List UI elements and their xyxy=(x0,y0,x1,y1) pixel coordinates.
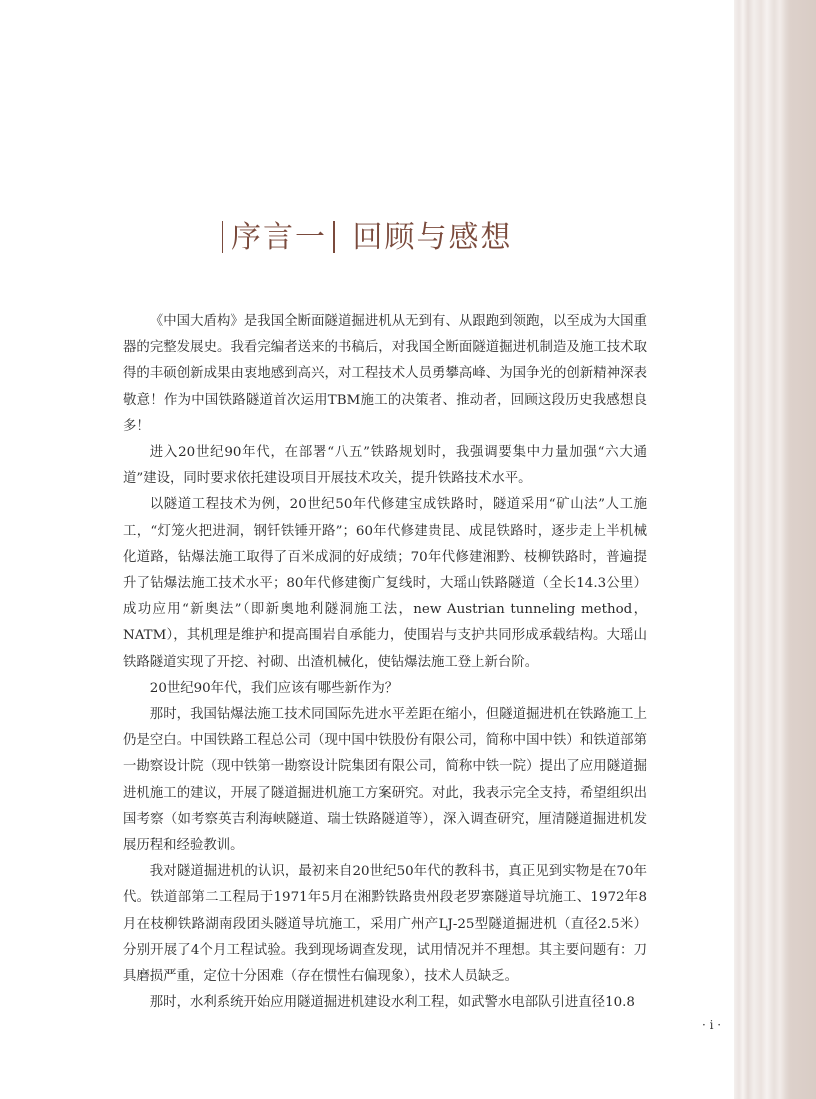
preface-body xyxy=(123,309,647,1016)
heading-right-bar xyxy=(333,221,335,253)
page-number: · i · xyxy=(702,1018,722,1032)
paragraph: 那时，我国钻爆法施工技术同国际先进水平差距在缩小，但隧道掘进机在铁路施工上仍是空白。中国铁路工程总公司（现中国中铁股份有限公司，简称中国中铁）和铁道部第一勘察设计院（现中铁第一勘察设计院集团有限公司，简称中铁一院）提出了应用隧道掘进机施工的建议，开展了隧道掘进机施工方案研究。对此，我表示完全支持，希望组织出国考察（如考察英吉利海峡隧道、瑞士铁路隧道等），深入调查研究，厘清隧道掘进机发展历程和经验教训。 xyxy=(123,707,647,854)
paragraph: 我对隧道掘进机的认识，最初来自20世纪50年代的教科书，真正见到实物是在70年代。铁道部第二工程局于1971年5月在湘黔铁路贵州段老罗寨隧道导坑施工、1972年8月在枝柳铁路湖南段团头隧道导坑施工，采用广州产LJ-25型隧道掘进机（直径2.5米）分别开展了4个月工程试验。我到现场调查发现，试用情况并不理想。其主要问题有：刀具磨损严重，定位十分困难（存在惯性右偏现象），技术人员缺乏。 xyxy=(123,864,647,985)
chapter-label: 序言一 xyxy=(231,220,327,255)
paragraph: 《中国大盾构》是我国全断面隧道掘进机从无到有、从跟跑到领跑，以至成为大国重器的完整发展史。我看完编者送来的书稿后，对我国全断面隧道掘进机制造及施工技术取得的丰硕创新成果由衷地感到高兴，对工程技术人员勇攀高峰、为国争光的创新精神深表敬意！作为中国铁路隧道首次运用TBM施工的决策者、推动者，回顾这段历史我感想良多！ xyxy=(123,314,647,434)
book-page-edge xyxy=(734,0,816,1099)
chapter-title-text: 回顾与感想 xyxy=(352,220,513,255)
paragraph: 以隧道工程技术为例，20世纪50年代修建宝成铁路时，隧道采用“矿山法”人工施工，“灯笼火把进洞，钢钎铁锤开路”；60年代修建贵昆、成昆铁路时，逐步走上半机械化道路，钻爆法施工取得了百米成洞的好成绩；70年代修建湘黔、枝柳铁路时，普遍提升了钻爆法施工技术水平；80年代修建衡广复线时，大瑶山铁路隧道（全长14.3公里）成功应用“新奥法”（即新奥地利隧洞施工法，new Austrian tunneling method，NATM），其机理是维护和提高围岩自承能力，使围岩与支护共同形成承载结构。大瑶山铁路隧道实现了开挖、衬砌、出渣机械化，使钻爆法施工登上新台阶。 xyxy=(123,497,647,670)
paragraph: 20世纪90年代，我们应该有哪些新作为？ xyxy=(149,680,399,696)
paragraph: 那时，水利系统开始应用隧道掘进机建设水利工程，如武警水电部队引进直径10.8 xyxy=(149,995,635,1011)
chapter-heading xyxy=(0,212,734,256)
paragraph: 进入20世纪90年代，在部署“八五”铁路规划时，我强调要集中力量加强“六大通道”建设，同时要求依托建设项目开展技术攻关，提升铁路技术水平。 xyxy=(123,445,647,487)
heading-left-bar xyxy=(222,221,224,253)
